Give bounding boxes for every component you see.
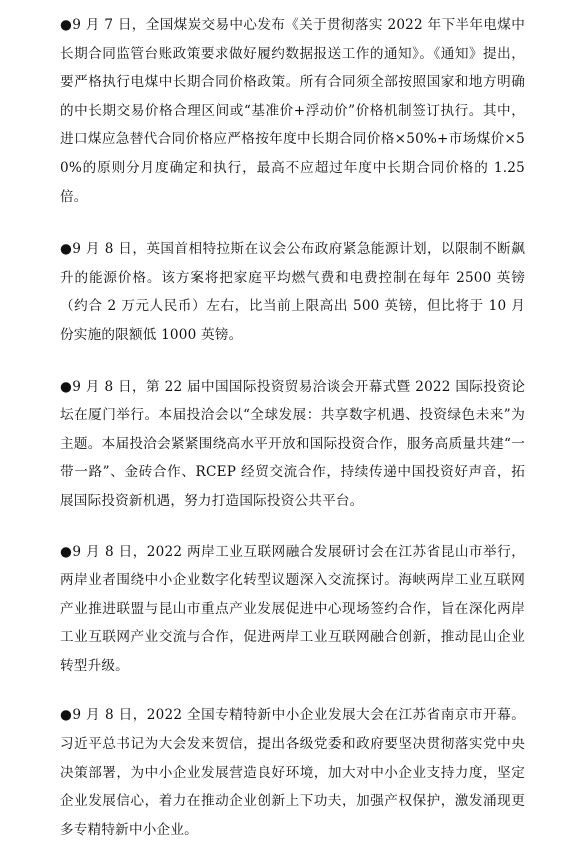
news-paragraph: ●9 月 8 日，2022 全国专精特新中小企业发展大会在江苏省南京市开幕。习近平总书记为大会发来贺信，提出各级党委和政府要坚决贯彻落实党中央决策部署，为中小企业发展营造良好环境，加大对中小企业支持力度，坚定企业发展信心，着力在推动企业创新上下功夫，加强产权保护，激发涌现更多专精特新中小企业。 [60,707,525,838]
news-paragraph: ●9 月 8 日，英国首相特拉斯在议会公布政府紧急能源计划，以限制不断飙升的能源价格。该方案将把家庭平均燃气费和电费控制在每年 2500 英镑（约合 2 万元人民币）左右，比当前上限高出 500 英镑，但比将于 10 月份实施的限额低 1000 英镑。 [60,241,525,343]
news-paragraph: ●9 月 8 日，2022 两岸工业互联网融合发展研讨会在江苏省昆山市举行，两岸业者围绕中小企业数字化转型议题深入交流探讨。海峡两岸工业互联网产业推进联盟与昆山市重点产业发展促进中心现场签约合作，旨在深化两岸工业互联网产业交流与合作，促进两岸工业互联网融合创新，推动昆山企业转型升级。 [60,543,525,674]
document-body [60,11,525,867]
news-paragraph: ●9 月 8 日，第 22 届中国国际投资贸易洽谈会开幕式暨 2022 国际投资论坛在厦门举行。本届投洽会以“全球发展：共享数字机遇、投资绿色未来”为主题。本届投洽会紧紧围绕高水平开放和国际投资合作，服务高质量共建“一带一路”、金砖合作、RCEP 经贸交流合作，持续传递中国投资好声音，拓展国际投资新机遇，努力打造国际投资公共平台。 [60,378,525,509]
news-paragraph: ●9 月 7 日，全国煤炭交易中心发布《关于贯彻落实 2022 年下半年电煤中长期合同监管台账政策要求做好履约数据报送工作的通知》。《通知》提出，要严格执行电煤中长期合同价格政策。所有合同须全部按照国家和地方明确的中长期交易价格合理区间或“基准价+浮动价”价格机制签订执行。其中，进口煤应急替代合同价格应严格按年度中长期合同价格×50%+市场煤价×50%的原则分月度确定和执行，最高不应超过年度中长期合同价格的 1.25 倍。 [60,17,525,205]
